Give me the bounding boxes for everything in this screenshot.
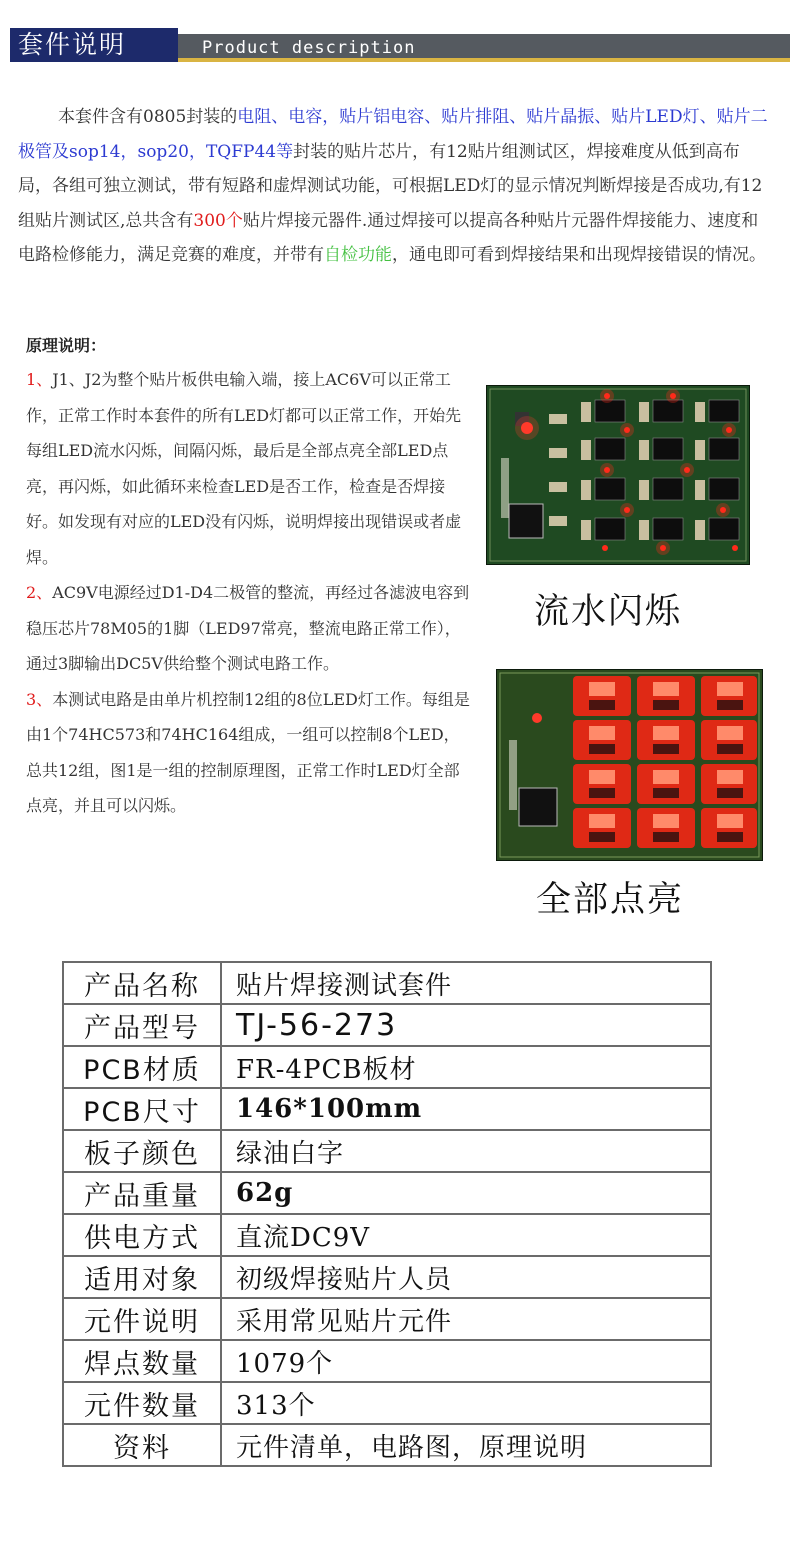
- pcb-board-image-lit: [497, 670, 762, 860]
- spec-row: [63, 1088, 711, 1130]
- spec-value: 直流DC9V: [221, 1214, 711, 1256]
- spec-value: 313个: [221, 1382, 711, 1424]
- spec-row: [63, 1004, 711, 1046]
- spec-value: 采用常见贴片元件: [221, 1298, 711, 1340]
- spec-key: 资料: [63, 1424, 221, 1466]
- spec-key: 元件说明: [63, 1298, 221, 1340]
- spec-row: [63, 1256, 711, 1298]
- spec-key: 产品重量: [63, 1172, 221, 1214]
- spec-key: 焊点数量: [63, 1340, 221, 1382]
- header-subtitle: Product description: [202, 38, 416, 58]
- spec-key: 产品型号: [63, 1004, 221, 1046]
- intro-text: ，通电即可看到焊接结果和出现焊接错误的情况。: [392, 245, 766, 265]
- spec-row: [63, 1214, 711, 1256]
- intro-text: 本套件含有0805封装的: [58, 107, 238, 127]
- principle-item-text: AC9V电源经过D1-D4二极管的整流，再经过各滤波电容到稳压芯片78M05的1脚（LED97常亮，整流电路正常工作），通过3脚输出DC5V供给整个测试电路工作。: [26, 583, 470, 673]
- intro-highlight-count: 300个: [193, 210, 243, 231]
- intro-paragraph: [18, 100, 770, 273]
- principle-body: [26, 362, 471, 824]
- principle-title: 原理说明：: [26, 336, 107, 355]
- principle-item: [26, 362, 471, 575]
- spec-table: [62, 961, 712, 1467]
- spec-value: 绿油白字: [221, 1130, 711, 1172]
- spec-row: [63, 962, 711, 1004]
- principle-item-text: 本测试电路是由单片机控制12组的8位LED灯工作。每组是由1个74HC573和74HC164组成，一组可以控制8个LED，总共12组，图1是一组的控制原理图，正常工作时LED灯全部点亮，并且可以闪烁。: [26, 689, 470, 815]
- spec-key: PCB材质: [63, 1046, 221, 1088]
- spec-value: TJ-56-273: [221, 1004, 711, 1046]
- photo-caption-flowing: 流水闪烁: [534, 592, 683, 632]
- principle-item-number: 2、: [26, 583, 53, 602]
- principle-item-text: J1、J2为整个贴片板供电输入端，接上AC6V可以正常工作，正常工作时本套件的所有LED灯都可以正常工作，开始先每组LED流水闪烁，间隔闪烁，最后是全部点亮全部LED点亮，再闪烁，如此循环来检查LED是否工作，检查是否焊接好。如发现有对应的LED没有闪烁，说明焊接出现错误或者虚焊。: [26, 370, 462, 567]
- spec-row: [63, 1424, 711, 1466]
- principle-item-number: 3、: [26, 689, 53, 709]
- pcb-board-image: [487, 386, 749, 564]
- intro-text: 贴片焊接元器件.通过焊接可以提高各种贴片元器件焊接能力、速度和电路检修能力，满足竞赛的难度，并带有: [18, 210, 759, 265]
- spec-key: 适用对象: [63, 1256, 221, 1298]
- spec-row: [63, 1046, 711, 1088]
- section-header: [0, 28, 790, 62]
- spec-value: FR-4PCB板材: [221, 1046, 711, 1088]
- spec-row: [63, 1340, 711, 1382]
- intro-highlight-selftest: 自检功能: [324, 245, 392, 265]
- spec-value: 初级焊接贴片人员: [221, 1256, 711, 1298]
- spec-value: 元件清单，电路图，原理说明: [221, 1424, 711, 1466]
- intro-highlight-components: 电阻、电容，贴片铝电容、贴片排阻、贴片晶振、贴片LED灯、贴片二极管及sop14，sop20，TQFP44等: [18, 107, 768, 162]
- photo-caption-all-lit: 全部点亮: [536, 880, 685, 920]
- spec-key: 板子颜色: [63, 1130, 221, 1172]
- principle-item-number: 1、: [26, 370, 53, 389]
- spec-row: [63, 1382, 711, 1424]
- spec-value: 62g: [221, 1172, 711, 1214]
- spec-value: 1079个: [221, 1340, 711, 1382]
- pcb-photo-flowing: [486, 385, 750, 565]
- spec-row: [63, 1298, 711, 1340]
- spec-key: 产品名称: [63, 962, 221, 1004]
- principle-item: [26, 575, 471, 682]
- spec-value: 贴片焊接测试套件: [221, 962, 711, 1004]
- spec-key: 供电方式: [63, 1214, 221, 1256]
- header-title: 套件说明: [18, 30, 127, 59]
- pcb-photo-all-lit: [496, 669, 763, 861]
- spec-key: 元件数量: [63, 1382, 221, 1424]
- spec-row: [63, 1130, 711, 1172]
- spec-key: PCB尺寸: [63, 1088, 221, 1130]
- spec-row: [63, 1172, 711, 1214]
- spec-value: 146*100mm: [221, 1088, 711, 1130]
- principle-item: [26, 682, 471, 824]
- intro-text: 封装的贴片芯片，有12贴片组测试区，焊接难度从低到高布局，各组可独立测试，带有短路和虚焊测试功能，可根据LED灯的显示情况判断焊接是否成功,有12组贴片测试区,总共含有: [18, 141, 763, 231]
